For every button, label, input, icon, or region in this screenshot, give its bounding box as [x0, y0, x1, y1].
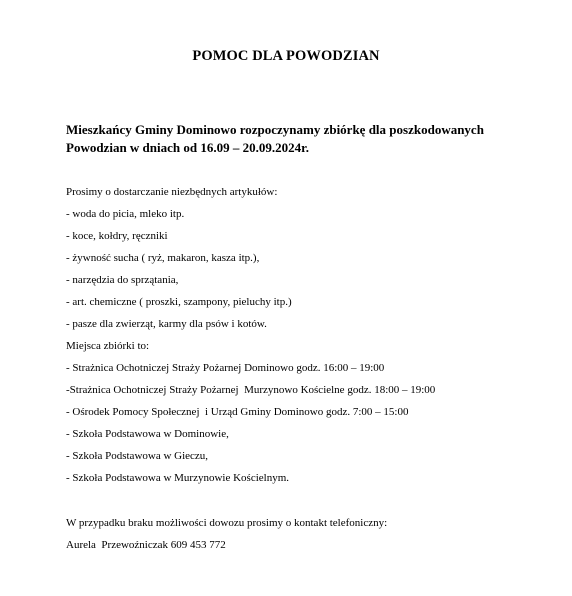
location-item: -Strażnica Ochotniczej Straży Pożarnej Murzynowo Kościelne godz. 18:00 – 19:00 [66, 384, 436, 396]
list-item: - pasze dla zwierząt, karmy dla psów i kotów. [66, 318, 267, 330]
request-intro: Prosimy o dostarczanie niezbędnych artykułów: [66, 186, 278, 198]
contact-intro: W przypadku braku możliwości dowozu prosimy o kontakt telefoniczny: [66, 517, 388, 529]
location-item: - Ośrodek Pomocy Społecznej i Urząd Gminy Dominowo godz. 7:00 – 15:00 [66, 406, 409, 418]
location-item: - Szkoła Podstawowa w Dominowie, [66, 428, 229, 440]
list-item: - żywność sucha ( ryż, makaron, kasza itp.), [66, 252, 260, 264]
location-item: - Strażnica Ochotniczej Straży Pożarnej Dominowo godz. 16:00 – 19:00 [66, 362, 385, 374]
locations-intro: Miejsca zbiórki to: [66, 340, 150, 352]
list-item: - woda do picia, mleko itp. [66, 208, 185, 220]
body-section [66, 181, 536, 489]
contact-person: Aurela Przewoźniczak 609 453 772 [66, 539, 226, 551]
document-title: POMOC DLA POWODZIAN [192, 48, 380, 64]
list-item: - narzędzia do sprzątania, [66, 274, 179, 286]
location-item: - Szkoła Podstawowa w Murzynowie Kościelnym. [66, 472, 290, 484]
location-item: - Szkoła Podstawowa w Gieczu, [66, 450, 209, 462]
lead-line: Mieszkańcy Gminy Dominowo rozpoczynamy zbiórkę dla poszkodowanych [66, 122, 484, 137]
list-item: - art. chemiczne ( proszki, szampony, pieluchy itp.) [66, 296, 292, 308]
lead-line: Powodzian w dniach od 16.09 – 20.09.2024r. [66, 140, 309, 155]
lead-paragraph [66, 121, 526, 157]
contact-section [66, 512, 536, 556]
list-item: - koce, kołdry, ręczniki [66, 230, 168, 242]
